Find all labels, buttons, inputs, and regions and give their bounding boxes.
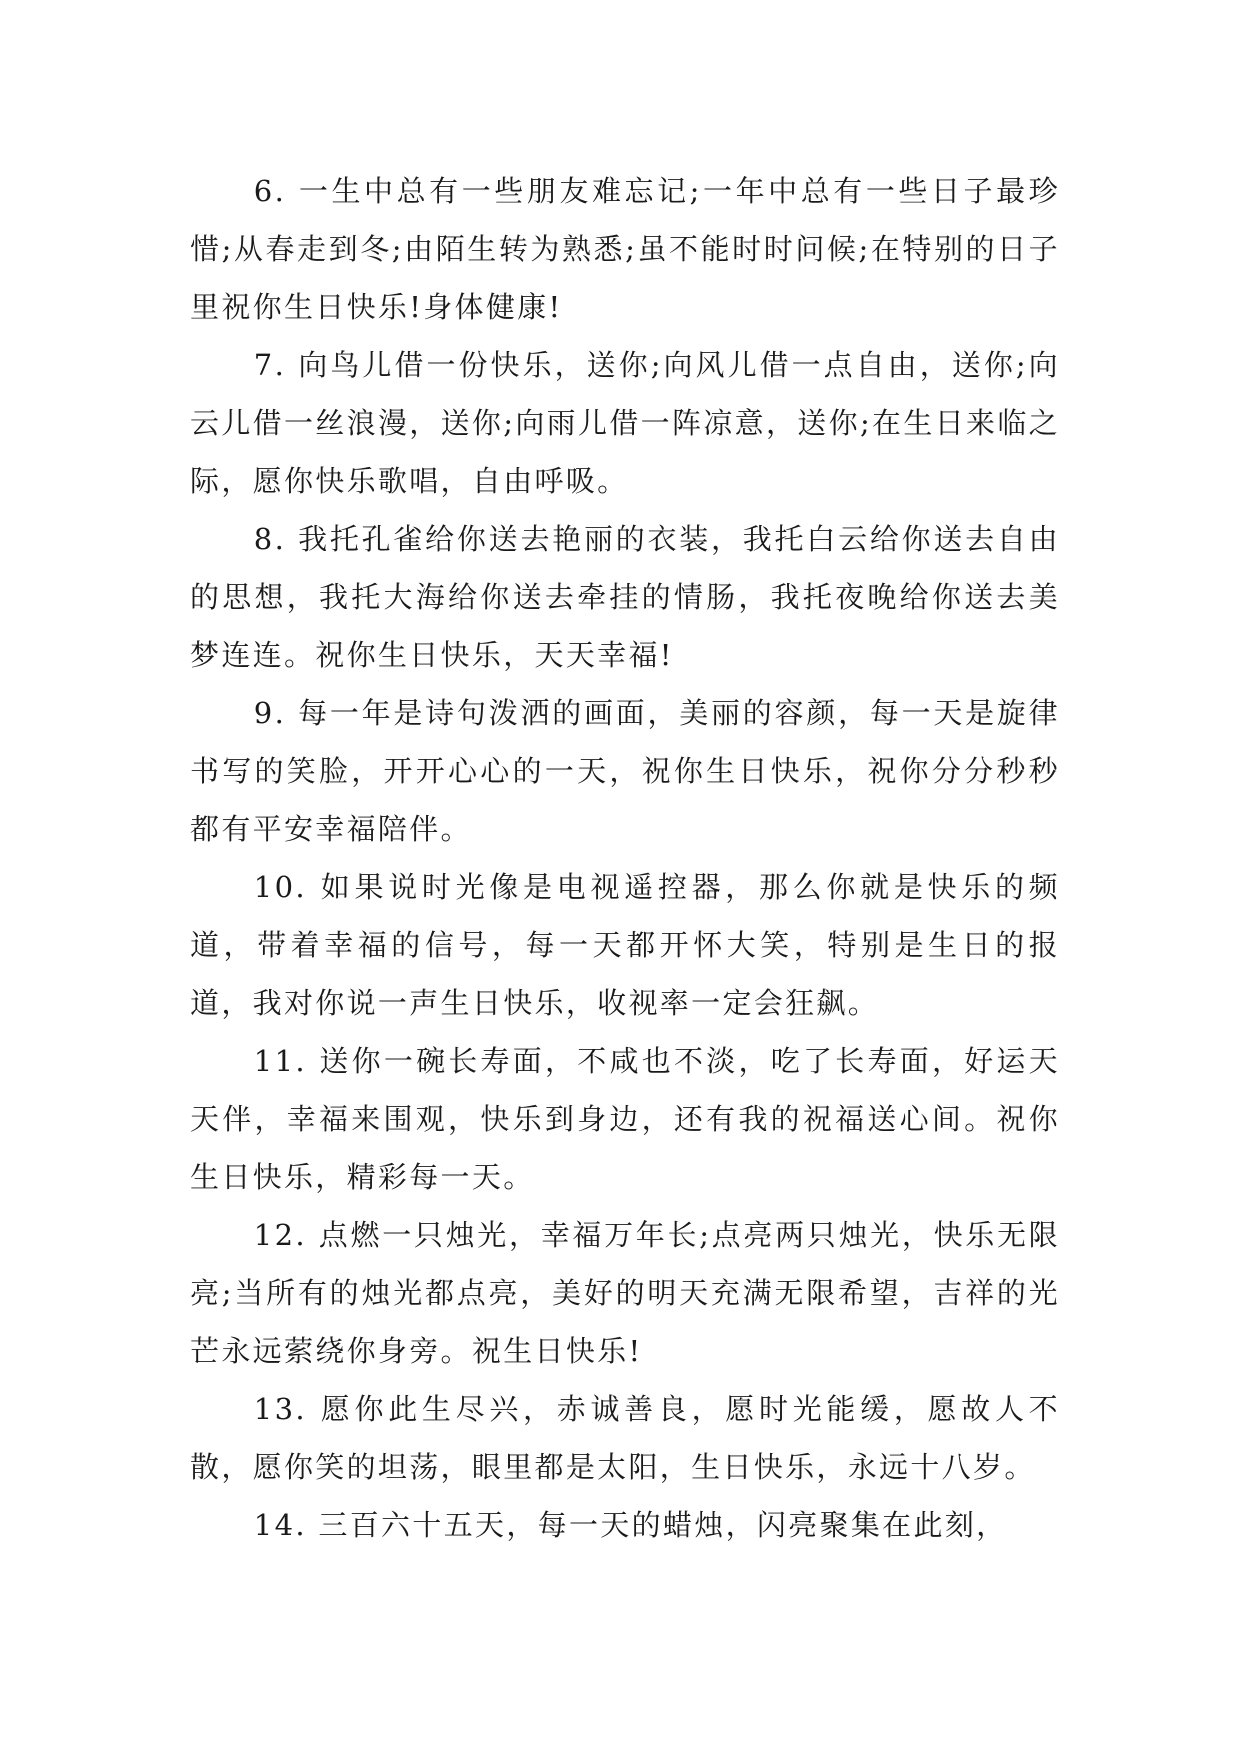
- paragraph-11: 11. 送你一碗长寿面，不咸也不淡，吃了长寿面，好运天天伴，幸福来围观，快乐到身边，还有我的祝福送心间。祝你生日快乐，精彩每一天。: [190, 1044, 1060, 1194]
- paragraph-8: 8. 我托孔雀给你送去艳丽的衣装，我托白云给你送去自由的思想，我托大海给你送去牵挂的情肠，我托夜晚给你送去美梦连连。祝你生日快乐，天天幸福!: [190, 522, 1060, 672]
- paragraph-7: 7. 向鸟儿借一份快乐，送你;向风儿借一点自由，送你;向云儿借一丝浪漫，送你;向雨儿借一阵凉意，送你;在生日来临之际，愿你快乐歌唱，自由呼吸。: [190, 348, 1060, 498]
- paragraph-14: 14. 三百六十五天，每一天的蜡烛，闪亮聚集在此刻，: [253, 1508, 1008, 1542]
- paragraph-12: 12. 点燃一只烛光，幸福万年长;点亮两只烛光，快乐无限亮;当所有的烛光都点亮，美好的明天充满无限希望，吉祥的光芒永远萦绕你身旁。祝生日快乐!: [190, 1218, 1060, 1368]
- paragraph-9: 9. 每一年是诗句泼洒的画面，美丽的容颜，每一天是旋律书写的笑脸，开开心心的一天，祝你生日快乐，祝你分分秒秒都有平安幸福陪伴。: [190, 696, 1060, 846]
- paragraph-10: 10. 如果说时光像是电视遥控器，那么你就是快乐的频道，带着幸福的信号，每一天都开怀大笑，特别是生日的报道，我对你说一声生日快乐，收视率一定会狂飙。: [190, 870, 1060, 1020]
- paragraph-6: 6. 一生中总有一些朋友难忘记;一年中总有一些日子最珍惜;从春走到冬;由陌生转为熟悉;虽不能时时问候;在特别的日子里祝你生日快乐!身体健康!: [190, 174, 1060, 324]
- document-page: [190, 162, 1060, 1554]
- paragraph-13: 13. 愿你此生尽兴，赤诚善良，愿时光能缓，愿故人不散，愿你笑的坦荡，眼里都是太阳，生日快乐，永远十八岁。: [190, 1392, 1060, 1484]
